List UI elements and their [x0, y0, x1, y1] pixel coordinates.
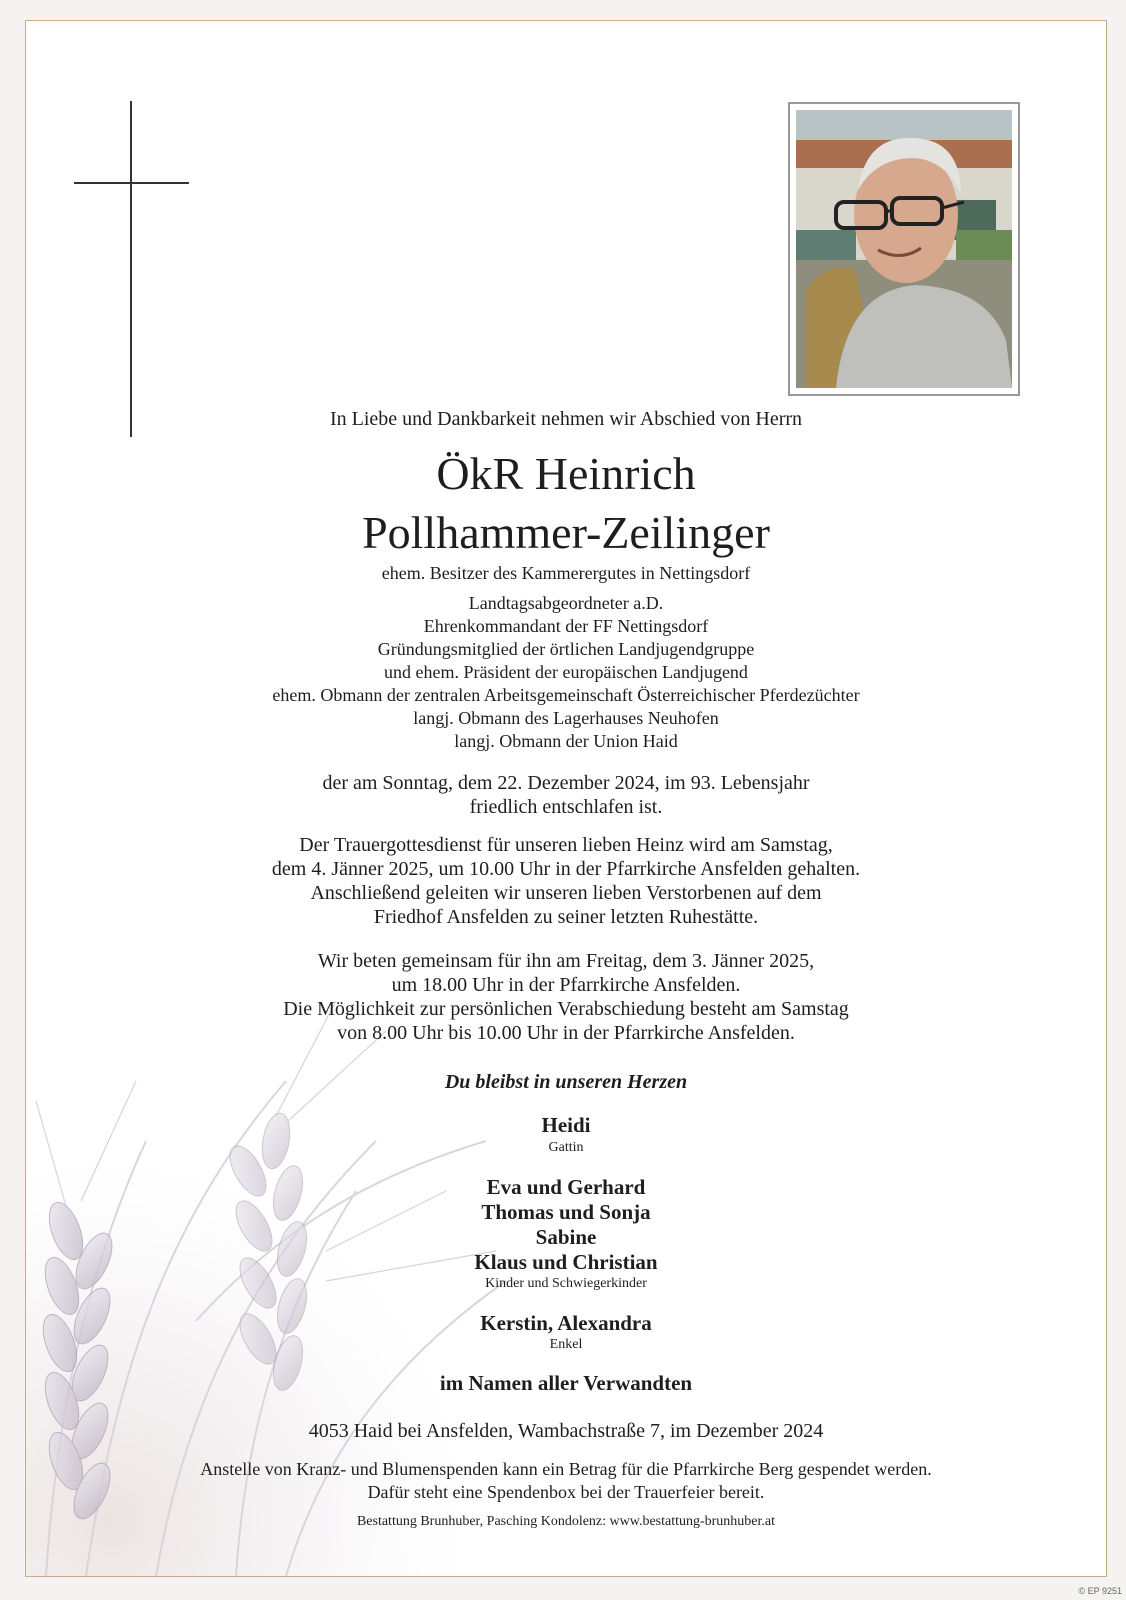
- prayer-text: von 8.00 Uhr bis 10.00 Uhr in der Pfarrkirche Ansfelden.: [337, 1022, 795, 1044]
- cross-icon-bar: [74, 182, 189, 184]
- portrait-photo: [788, 102, 1020, 396]
- donation-text: Anstelle von Kranz- und Blumenspenden kann ein Betrag für die Pfarrkirche Berg gespendet werden.: [200, 1459, 932, 1479]
- child-name: Sabine: [535, 1225, 597, 1249]
- motto: Du bleibst in unseren Herzen: [444, 1071, 688, 1093]
- title-line: ehem. Besitzer des Kammerergutes in Nettingsdorf: [381, 563, 751, 583]
- prayer-text: Die Möglichkeit zur persönlichen Verabschiedung besteht am Samstag: [283, 998, 849, 1020]
- children-role: Kinder und Schwiegerkinder: [485, 1276, 647, 1291]
- address-line: 4053 Haid bei Ansfelden, Wambachstraße 7, im Dezember 2024: [308, 1420, 824, 1442]
- donation-text: Dafür steht eine Spendenbox bei der Trauerfeier bereit.: [367, 1482, 765, 1502]
- death-text: der am Sonntag, dem 22. Dezember 2024, im 93. Lebensjahr: [322, 772, 810, 794]
- death-text: friedlich entschlafen ist.: [469, 796, 663, 818]
- funeral-text: Anschließend geleiten wir unseren lieben Verstorbenen auf dem: [310, 882, 822, 904]
- prayer-text: um 18.00 Uhr in der Pfarrkirche Ansfelden.: [391, 974, 741, 996]
- obituary-notice: [25, 20, 1107, 1577]
- funeral-text: Der Trauergottesdienst für unseren lieben Heinz wird am Samstag,: [299, 834, 833, 856]
- title-line: Ehrenkommandant der FF Nettingsdorf: [423, 616, 709, 636]
- intro-text: In Liebe und Dankbarkeit nehmen wir Abschied von Herrn: [329, 408, 803, 430]
- grandchildren-names: Kerstin, Alexandra: [480, 1311, 652, 1335]
- title-line: ehem. Obmann der zentralen Arbeitsgemeinschaft Österreichischer Pferdezüchter: [272, 685, 860, 705]
- deceased-name-line1: ÖkR Heinrich: [436, 448, 696, 499]
- undertaker-line: Bestattung Brunhuber, Pasching Kondolenz: www.bestattung-brunhuber.at: [356, 1514, 776, 1529]
- prayer-text: Wir beten gemeinsam für ihn am Freitag, dem 3. Jänner 2025,: [317, 950, 815, 972]
- child-name: Thomas und Sonja: [481, 1200, 651, 1224]
- title-line: Gründungsmitglied der örtlichen Landjugendgruppe: [377, 639, 755, 659]
- funeral-text: Friedhof Ansfelden zu seiner letzten Ruhestätte.: [373, 906, 759, 928]
- grandchildren-role: Enkel: [549, 1337, 583, 1352]
- deceased-name-line2: Pollhammer-Zeilinger: [362, 507, 770, 558]
- spouse-name: Heidi: [541, 1113, 591, 1137]
- funeral-text: dem 4. Jänner 2025, um 10.00 Uhr in der Pfarrkirche Ansfelden gehalten.: [271, 858, 861, 880]
- spouse-role: Gattin: [548, 1140, 584, 1155]
- title-line: Landtagsabgeordneter a.D.: [468, 593, 664, 613]
- title-line: und ehem. Präsident der europäischen Landjugend: [384, 662, 748, 682]
- print-code: © EP 9251: [1078, 1586, 1122, 1596]
- title-line: langj. Obmann der Union Haid: [454, 731, 678, 751]
- cross-icon: [130, 101, 132, 437]
- child-name: Klaus und Christian: [474, 1250, 658, 1274]
- relatives-line: im Namen aller Verwandten: [439, 1371, 693, 1395]
- child-name: Eva und Gerhard: [486, 1175, 646, 1199]
- title-line: langj. Obmann des Lagerhauses Neuhofen: [413, 708, 719, 728]
